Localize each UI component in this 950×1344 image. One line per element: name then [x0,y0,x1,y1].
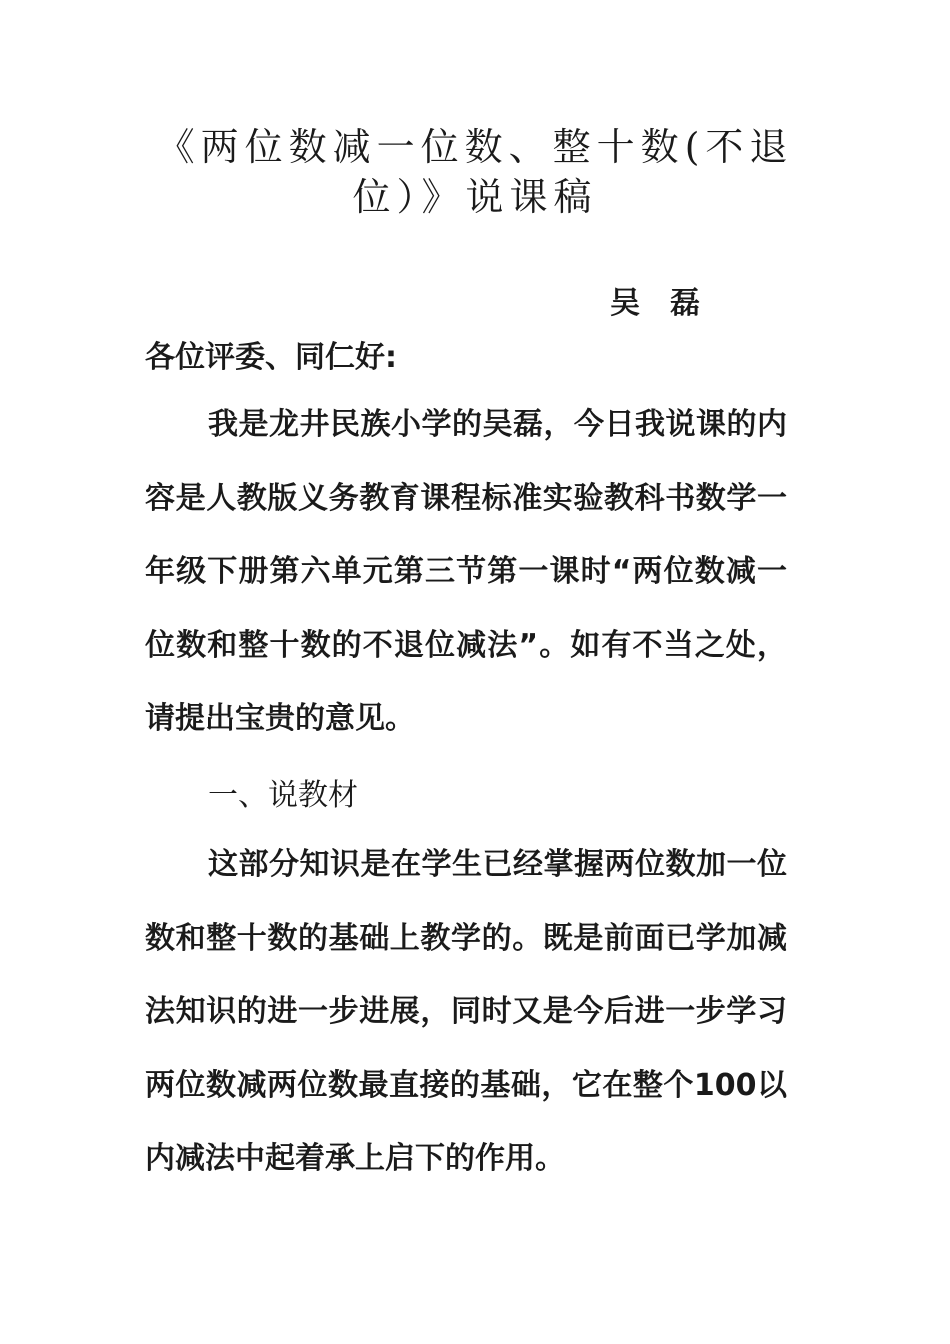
author-name: 吴磊 [610,286,730,321]
greeting: 各位评委、同仁好: [145,340,397,375]
textbook-paragraph: 这部分知识是在学生已经掌握两位数加一位数和整十数的基础上教学的。既是前面已学加减法知识的进一步进展，同时又是今后进一步学习两位数减两位数最直接的基础，它在整个100以内减法中起着承上启下的作用。 [145,847,787,1176]
section-heading: 一、说教材 [208,778,358,813]
document-title: 《两位数减一位数、整十数(不退位）》说课稿 [156,125,794,219]
intro-paragraph: 我是龙井民族小学的吴磊，今日我说课的内容是人教版义务教育课程标准实验教科书数学一年级下册第六单元第三节第一课时“两位数减一位数和整十数的不退位减法”。如有不当之处，请提出宝贵的意见。 [145,407,787,736]
